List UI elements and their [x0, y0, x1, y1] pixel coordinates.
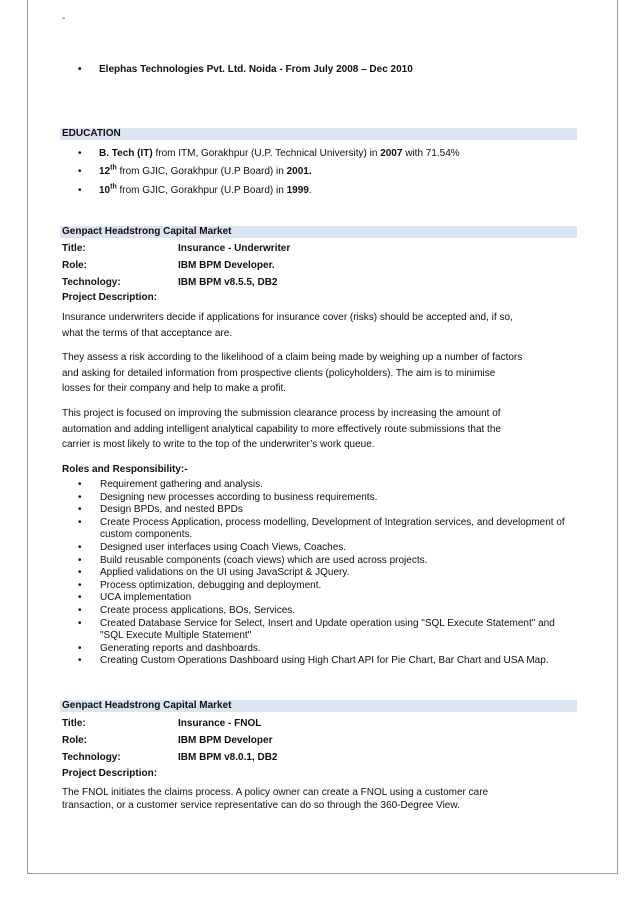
bullet-icon: •: [78, 579, 82, 591]
project2-tech-value: IBM BPM v8.0.1, DB2: [178, 752, 278, 763]
list-item: • UCA implementation: [78, 592, 192, 604]
list-item: • Applied validations on the UI using JavaScript & JQuery.: [78, 567, 350, 579]
list-item: • Create Process Application, process modelling, Development of Integration services, and development of custom components.: [78, 516, 565, 541]
project2-role-label: Role:: [62, 735, 87, 746]
bullet-icon: •: [78, 617, 82, 629]
project1-role-label: Role:: [62, 260, 87, 271]
project2-tech-label: Technology:: [62, 752, 121, 763]
list-item: • Generating reports and dashboards.: [78, 642, 261, 654]
bullet-icon: •: [78, 567, 82, 579]
bullet-icon: •: [78, 64, 82, 75]
project1-paragraph: They assess a risk according to the likelihood of a claim being made by weighing up a number of factors and asking for detailed information from prospective clients (policyholders). The aim is to minimise losses for their company and help to make a profit.: [62, 352, 523, 394]
project1-company-band: [60, 226, 577, 238]
list-item: • Design BPDs, and nested BPDs: [78, 504, 243, 516]
bullet-icon: •: [78, 655, 82, 667]
roles-list: [78, 479, 578, 668]
project2-title-label: Title:: [62, 718, 86, 729]
bullet-icon: •: [78, 554, 82, 566]
bullet-icon: •: [78, 592, 82, 604]
project2-title-value: Insurance - FNOL: [178, 718, 262, 729]
top-marker: -: [62, 13, 66, 24]
bullet-icon: •: [78, 504, 82, 516]
education-degree: 10: [99, 185, 111, 196]
project1-tech-value: IBM BPM v8.5.5, DB2: [178, 277, 278, 288]
list-item: • Requirement gathering and analysis.: [78, 479, 263, 490]
list-item: • Designing new processes according to business requirements.: [78, 491, 378, 503]
project1-paragraph: Insurance underwriters decide if applications for insurance cover (risks) should be accepted and, if so, what the terms of that acceptance are.: [62, 312, 513, 339]
bullet-icon: •: [78, 604, 82, 616]
experience-text: Elephas Technologies Pvt. Ltd. Noida - From July 2008 – Dec 2010: [99, 64, 413, 75]
project2-desc-label: Project Description:: [62, 768, 158, 779]
bullet-icon: •: [78, 642, 82, 654]
project1-paragraph: This project is focused on improving the submission clearance process by increasing the amount of automation and adding intelligent analytical capability to more effectively route submissions that the carrier is most likely to write to the top of the underwriter’s work queue.: [62, 408, 501, 450]
bullet-icon: •: [78, 185, 82, 196]
education-year: 1999: [286, 185, 309, 196]
project1-role-value: IBM BPM Developer.: [178, 260, 275, 271]
list-item: • Create process applications, BOs, Services.: [78, 604, 296, 616]
roles-heading: Roles and Responsibility:-: [62, 464, 188, 475]
bullet-icon: •: [78, 148, 82, 159]
bullet-icon: •: [78, 516, 82, 528]
education-year: 2001.: [286, 166, 312, 177]
project1-title-value: Insurance - Underwriter: [178, 243, 291, 254]
bullet-icon: •: [78, 166, 82, 177]
education-degree: B. Tech (IT): [99, 148, 153, 159]
project2-paragraph: The FNOL initiates the claims process. A policy owner can create a FNOL using a customer care transaction, or a customer service representative can do so through the 360-Degree View.: [62, 787, 489, 811]
project1-desc-label: Project Description:: [62, 292, 158, 303]
bullet-icon: •: [78, 479, 82, 490]
project1-title-label: Title:: [62, 243, 86, 254]
project1-tech-label: Technology:: [62, 277, 121, 288]
list-item: • Created Database Service for Select, Insert and Update operation using "SQL Execute Statement" and "SQL Execute Multiple Statement": [78, 617, 555, 642]
list-item: • Process optimization, debugging and deployment.: [78, 579, 322, 591]
project2-role-value: IBM BPM Developer: [178, 735, 273, 746]
education-degree: 12: [99, 166, 111, 177]
education-year: 2007: [380, 148, 403, 159]
project2-company-band: [60, 700, 577, 712]
education-heading-band: [60, 128, 577, 140]
education-heading: EDUCATION: [62, 128, 121, 139]
project2-company: Genpact Headstrong Capital Market: [62, 700, 232, 711]
bullet-icon: •: [78, 541, 82, 553]
list-item: • Designed user interfaces using Coach Views, Coaches.: [78, 541, 347, 553]
project1-company: Genpact Headstrong Capital Market: [62, 226, 232, 237]
bullet-icon: •: [78, 491, 82, 503]
list-item: • Build reusable components (coach views) which are used across projects.: [78, 554, 428, 566]
list-item: • Creating Custom Operations Dashboard using High Chart API for Pie Chart, Bar Chart and USA Map.: [78, 655, 549, 667]
